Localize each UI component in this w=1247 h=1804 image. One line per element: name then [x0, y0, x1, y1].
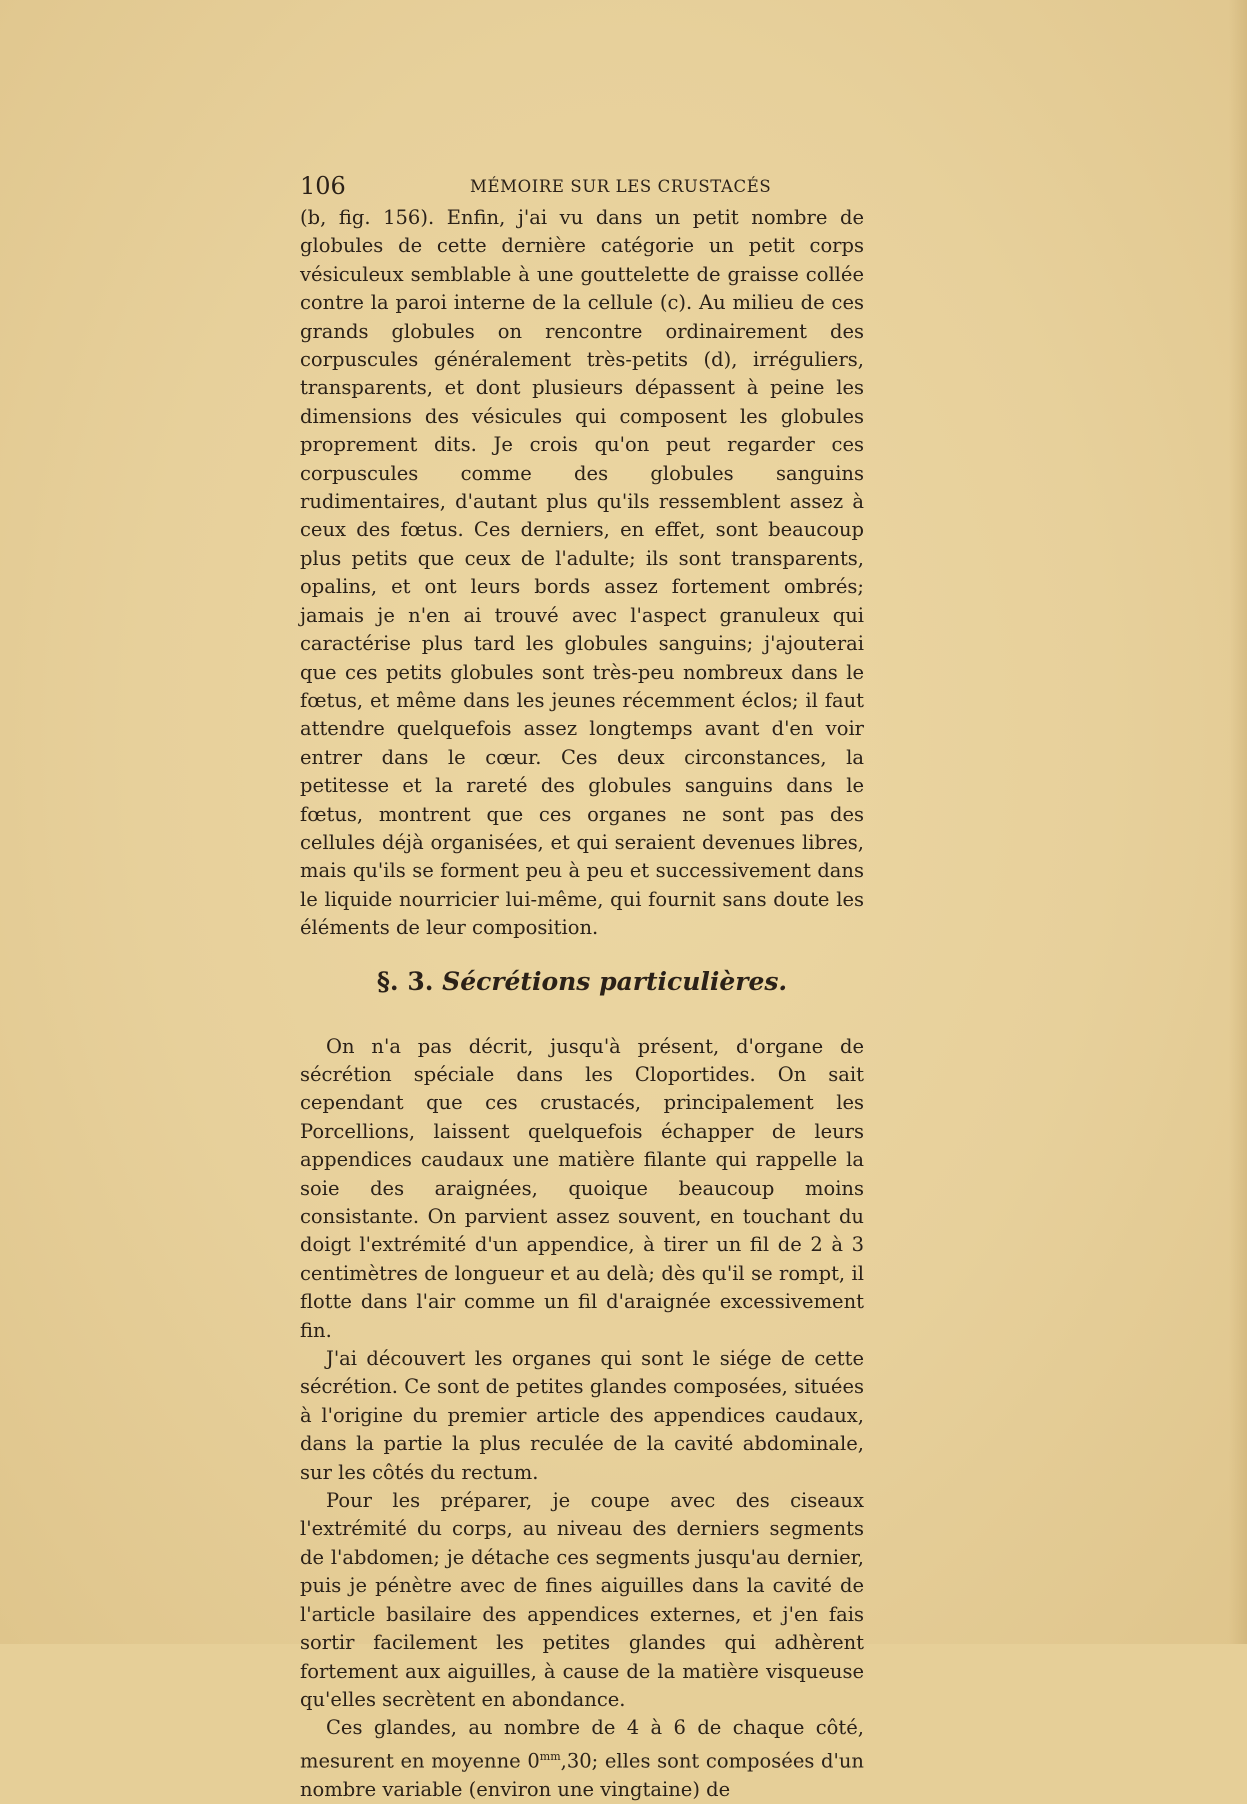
page-number: 106 — [300, 172, 346, 200]
paragraph-gland-size — [300, 1714, 864, 1804]
gland-size-text-end: ,30; elles sont composées d'un nombre variable (environ une vingtaine) de — [300, 1749, 864, 1801]
page-header — [300, 170, 870, 202]
paragraph-secretion-intro: On n'a pas décrit, jusqu'à présent, d'organe de sécrétion spéciale dans les Cloportides. On sait cependant que ces crustacés, principalement les Porcellions, laissent quelquefois échapper de leurs appendices caudaux une matière filante qui rappelle la soie des araignées, quoique beaucoup moins consistante. On parvient assez souvent, en touchant du doigt l'extrémité d'un appendice, à tirer un fil de 2 à 3 centimètres de longueur et au delà; dès qu'il se rompt, il flotte dans l'air comme un fil d'araignée excessivement fin. — [300, 1034, 864, 1342]
paragraph-glands-discovery: J'ai découvert les organes qui sont le siége de cette sécrétion. Ce sont de petites glandes composées, situées à l'origine du premier article des appendices caudaux, dans la partie la plus reculée de la cavité abdominale, sur les côtés du rectum. — [300, 1347, 864, 1484]
paragraph-continuation: (b, fig. 156). Enfin, j'ai vu dans un petit nombre de globules de cette dernière catégorie un petit corps vésiculeux semblable à une gouttelette de graisse collée contre la paroi interne de la cellule (c). Au milieu de ces grands globules on rencontre ordinairement des corpuscules généralement très-petits (d), irréguliers, transparents, et dont plusieurs dépassent à peine les dimensions des vésicules qui composent les globules proprement dits. Je crois qu'on peut regarder ces corpuscules comme des globules sanguins rudimentaires, d'autant plus qu'ils ressemblent assez à ceux des fœtus. Ces derniers, en effet, sont beaucoup plus petits que ceux de l'adulte; ils sont transparents, opalins, et ont leurs bords assez fortement ombrés; jamais je n'en ai trouvé avec l'aspect granuleux qui caractérise plus tard les globules sanguins; j'ajouterai que ces petits globules sont très-peu nombreux dans le fœtus, et même dans les jeunes récemment éclos; il faut attendre quelquefois assez longtemps avant d'en voir entrer dans le cœur. Ces deux circonstances, la petitesse et la rareté des globules sanguins dans le fœtus, montrent que ces organes ne sont pas des cellules déjà organisées, et qui seraient devenues libres, mais qu'ils se forment peu à peu et successivement dans le liquide nourricier lui-même, qui fournit sans doute les éléments de leur composition. — [300, 206, 864, 940]
page-edge-shadow — [1229, 0, 1247, 1644]
running-title: MÉMOIRE SUR LES CRUSTACÉS — [470, 177, 772, 196]
paragraph-preparation: Pour les préparer, je coupe avec des ciseaux l'extrémité du corps, au niveau des derniers segments de l'abdomen; je détache ces segments jusqu'au dernier, puis je pénètre avec de fines aiguilles dans la cavité de l'article basilaire des appendices externes, et j'en fais sortir facilement les petites glandes qui adhèrent fortement aux aiguilles, à cause de la matière visqueuse qu'elles secrètent en abondance. — [300, 1489, 864, 1711]
section-title: Sécrétions particulières. — [442, 966, 788, 996]
millimeter-unit: mm — [539, 1749, 561, 1763]
gland-size-text-start: Ces glandes, au nombre de 4 à 6 de chaque côté, mesurent en moyenne 0 — [300, 1716, 864, 1773]
body-text — [300, 204, 864, 1804]
section-heading — [300, 965, 864, 999]
section-number: §. 3. — [376, 966, 434, 996]
